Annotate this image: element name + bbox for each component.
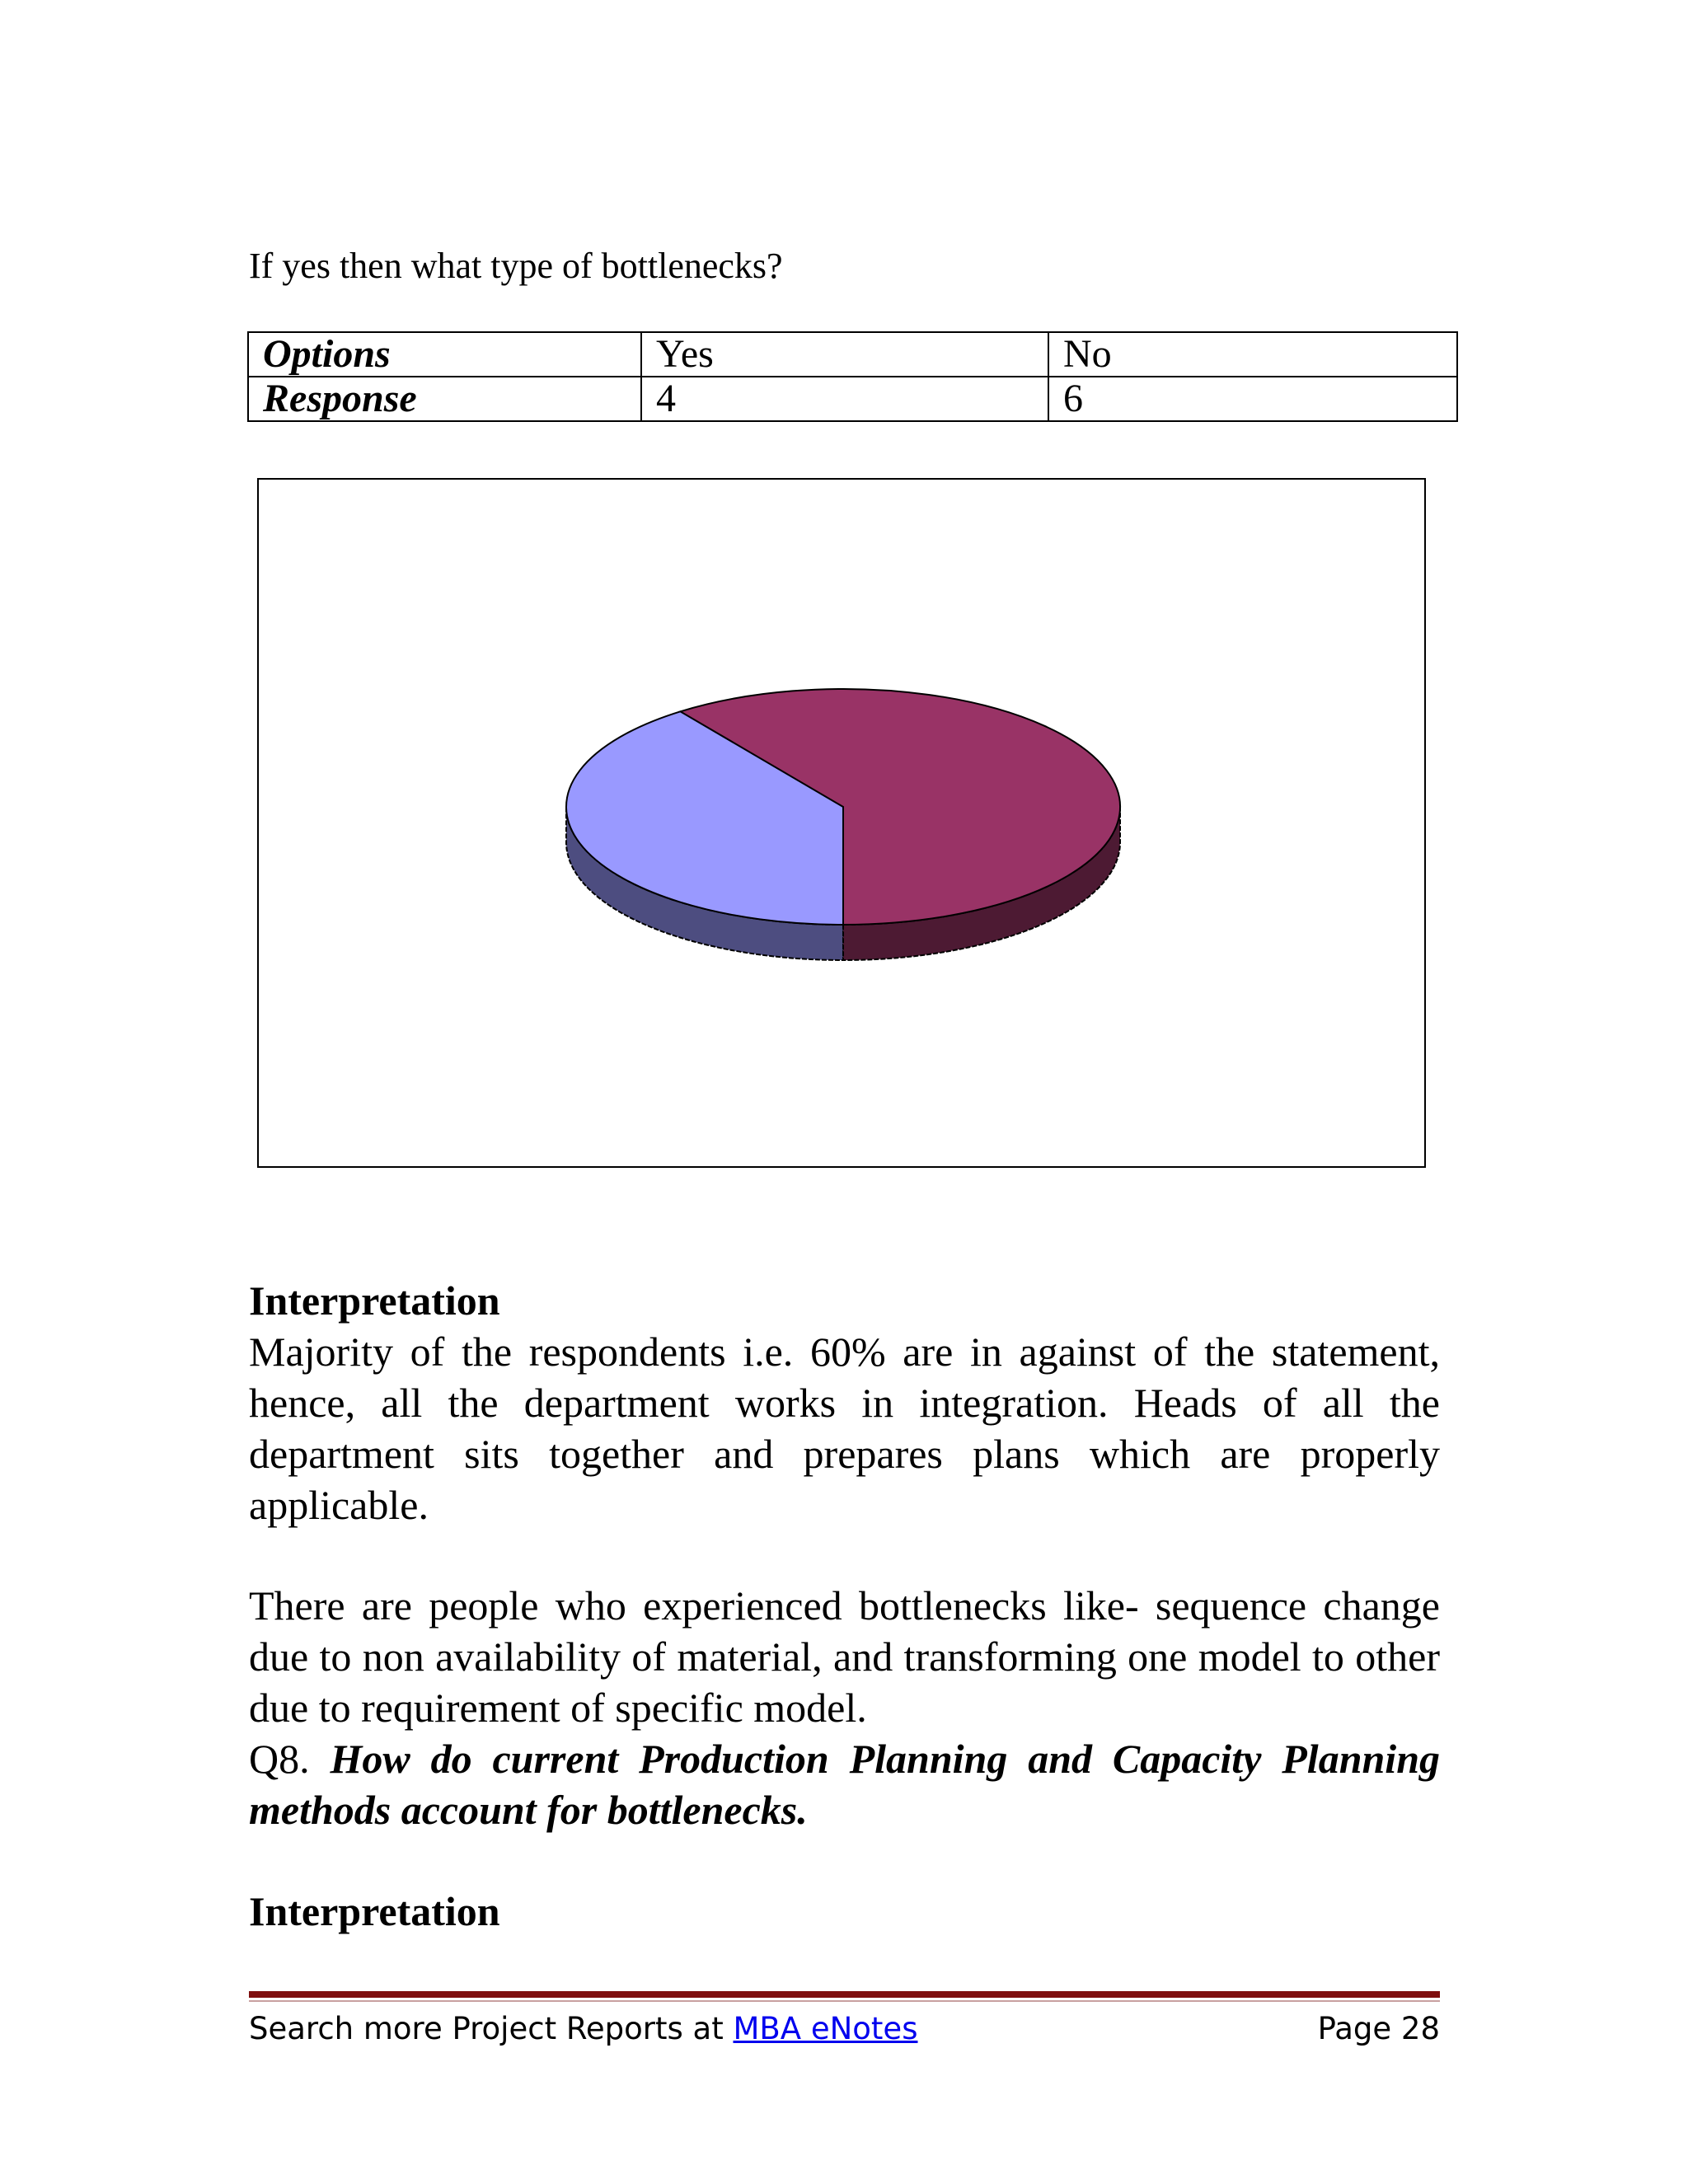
table-cell-options-label: Options bbox=[248, 332, 641, 377]
table-row bbox=[248, 332, 1457, 377]
page-footer bbox=[249, 2009, 1440, 2049]
table-cell-yes-count: 4 bbox=[641, 377, 1048, 421]
question-8 bbox=[249, 1733, 1440, 1835]
table-cell-response-label: Response bbox=[248, 377, 641, 421]
pie-chart-frame bbox=[257, 478, 1426, 1168]
response-table bbox=[247, 331, 1458, 422]
footer-divider bbox=[249, 1991, 1440, 1998]
table-row bbox=[248, 377, 1457, 421]
question-text: How do current Production Planning and Capacity Planning methods account for bottlenecks. bbox=[249, 1736, 1441, 1833]
interpretation-heading: Interpretation bbox=[249, 1277, 500, 1324]
page-number: Page 28 bbox=[1317, 2011, 1440, 2046]
interpretation-paragraph-1: Majority of the respondents i.e. 60% are in against of the statement, hence, all the department works in integration. Heads of all the department sits together and prepares plans which are properly applicable. bbox=[249, 1329, 1440, 1528]
table-cell-no: No bbox=[1048, 332, 1457, 377]
table-cell-yes: Yes bbox=[641, 332, 1048, 377]
pie-chart bbox=[259, 480, 1424, 1166]
table-cell-no-count: 6 bbox=[1048, 377, 1457, 421]
footer-divider-thin bbox=[249, 2000, 1440, 2002]
footer-prefix: Search more Project Reports at bbox=[249, 2011, 734, 2046]
interpretation-heading-2: Interpretation bbox=[249, 1888, 500, 1934]
question-number: Q8. bbox=[249, 1736, 310, 1782]
interpretation-paragraph-2: There are people who experienced bottlenecks like- sequence change due to non availability of material, and transforming one model to other due to requirement of specific model. bbox=[249, 1582, 1440, 1731]
footer-link-mba-enotes[interactable]: MBA eNotes bbox=[733, 2011, 918, 2046]
question-intro: If yes then what type of bottlenecks? bbox=[249, 246, 783, 286]
